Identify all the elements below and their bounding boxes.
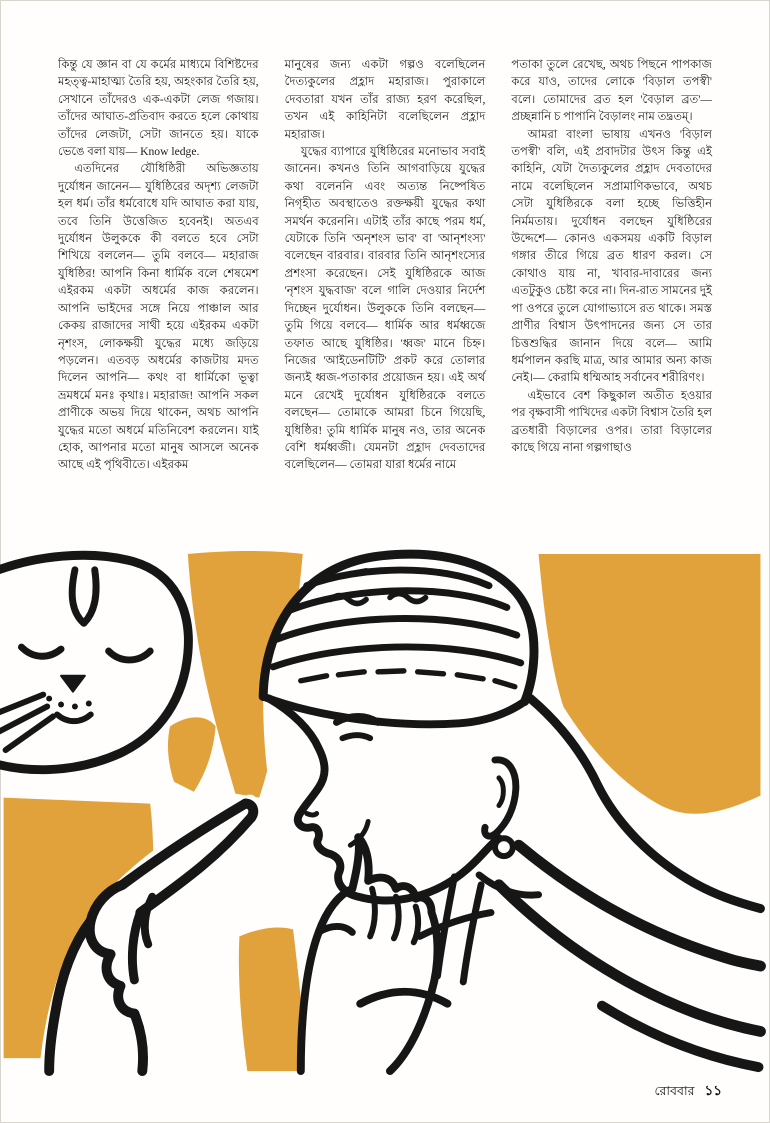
text-column-2 [285, 56, 486, 548]
paragraph: যুদ্ধের ব্যাপারে যুধিষ্ঠিরের মনোভাব সবাই জানেন। কখনও তিনি আগবাড়িয়ে যুদ্ধের কথা বলেননি এবং অত্যন্ত নিষ্পেষিত নিগৃহীত অবস্থাতেও রক্তক্ষয়ী যুদ্ধের কথা সমর্থন করেননি। এটাই তাঁর কাছে পরম ধর্ম, যেটাকে তিনি 'অনৃশংস ভাব' বা 'আনৃশংস্য' বলেছেন বারবার। বারবার তিনি আনৃশংস্যের প্রশংসা করেছেন। সেই যুধিষ্ঠিরকে আজ 'নৃশংস যুদ্ধবাজ' বলে গালি দেওয়ার নির্দেশ দিচ্ছেন দুর্যোধন। উলুককে তিনি বলছেন— তুমি গিয়ে বলবে— ধার্মিক আর ধর্মধ্বজে তফাত আছে যুধিষ্ঠির। 'ধ্বজ' মানে চিহ্ন। নিজের 'আইডেনটিটি' প্রকট করে তোলার জন্যই ধ্বজ-পতাকার প্রয়োজন হয়। এই অর্থ মনে রেখেই দুর্যোধন যুধিষ্ঠিরকে বলতে বলছেন— তোমাকে আমরা চিনে গিয়েছি, যুধিষ্ঠির! তুমি ধার্মিক মানুষ নও, তার অনেক বেশি ধর্মধ্বজী। যেমনটা প্রহ্লাদ দেবতাদের বলেছিলেন— তোমরা যারা ধর্মের নামে [284, 145, 486, 472]
article-columns [58, 56, 712, 548]
paragraph: মানুষের জন্য একটা গল্পও বলেছিলেন দৈত্যকুলের প্রহ্লাদ মহারাজ। পুরাকালে দেবতারা যখন তাঁর রাজ্য হরণ করেছিল, তখন এই কাহিনিটা বলেছিলেন প্রহ্লাদ মহারাজ। [284, 58, 486, 141]
paragraph: এতদিনের যৌধিষ্ঠিরী অভিজ্ঞতায় দুর্যোধন জানেন— যুধিষ্ঠিরের অদৃশ্য লেজটা হল ধর্ম। তাঁর ধর্মবোধে যদি আঘাত করা যায়, তবে তিনি উত্তেজিত হবেনই। অতএব দুর্যোধন উলুককে কী বলতে হবে সেটা শিখিয়ে বললেন— তুমি বলবে— মহারাজ যুধিষ্ঠির! আপনি কিনা ধার্মিক বলে শেষমেশ এইরকম একটা অধর্মের কাজ করলেন। আপনি ভাইদের সঙ্গে নিয়ে পাঞ্চাল আর কেকয় রাজাদের সাথী হয়ে এইরকম একটা নৃশংস, লোকক্ষয়ী যুদ্ধের মধ্যে জড়িয়ে পড়লেন। এতবড় অধর্মের কাজটায় মদত দিলেন আপনি— কথং বা ধার্মিকো ভূত্বা ভ্রমধর্মে মনঃ কৃথাঃ। মহারাজ! আপনি সকল প্রাণীকে অভয় দিয়ে থাকেন, অথচ আপনি যুদ্ধের মতো অধর্মে মতিনিবেশ করলেন। যাই হোক, আপনার মতো মানুষ আসলে অনেক আছে এই পৃথিবীতে। এইরকম [58, 162, 259, 472]
eye [342, 735, 370, 738]
paragraph: আমরা বাংলা ভাষায় এখনও 'বিড়াল তপস্বী' বলি, এই প্রবাদটার উৎস কিন্তু এই কাহিনি, যেটা দৈত্যকুলের প্রহ্লাদ দেবতাদের নামে বলেছিলেন সপ্রামাণিকভাবে, অথচ সেটা যুধিষ্ঠিরকে বলা হচ্ছে ভিত্তিহীন নির্মমতায়। দুর্যোধন বলছেন যুধিষ্ঠিরের উদ্দেশে— কোনও একসময় একটি বিড়াল গঙ্গার তীরে গিয়ে ব্রত ধারণ করল। সে কোথাও যায় না, খাবার-দাবারের জন্য এতটুকুও চেষ্টা করে না। দিন-রাত সামনের দুই পা ওপরে তুলে যোগাভ্যাসে রত থাকে। সমস্ত প্রাণীর বিশ্বাস উৎপাদনের জন্য সে তার চিত্তশুদ্ধির জানান দিয়ে বলে— আমি ধর্মপালন করছি মাত্র, আর আমার অন্য কাজ নেই।— কেরামি ধম্মিআহ সর্বানেব শরীরিণং। [511, 127, 713, 385]
page-number: ১১ [704, 1083, 722, 1098]
paragraph: কিন্তু যে জ্ঞান বা যে কর্মের মাধ্যমে বিশিষ্টদের মহত্ত্ব-মাহাত্ম্য তৈরি হয়, অহংকার তৈরি হয়, সেখানে তাঁদেরও এক-একটা লেজ গজায়। তাঁদের আঘাত-প্রতিবাদ করতে হলে কোথায় তাঁদের লেজটা, সেটা জানতে হয়। যাকে ভেঙে বলা যায়— Know ledge. [58, 58, 259, 159]
text-column-1 [58, 56, 259, 548]
magazine-name: রোববার [654, 1084, 695, 1098]
page-footer [654, 1080, 722, 1103]
illustration [0, 548, 770, 1078]
text-column-3 [511, 56, 712, 548]
paragraph: এইভাবে বেশ কিছুকাল অতীত হওয়ার পর বৃক্ষবাসী পাখিদের একটা বিশ্বাস তৈরি হল ব্রতধারী বিড়ালের ওপর। তারা বিড়ালের কাছে গিয়ে নানা গল্পগাছাও [511, 388, 713, 454]
nostril [307, 813, 317, 814]
paragraph: পতাকা তুলে রেখেছ, অথচ পিছনে পাপকাজ করে যাও, তাদের লোকে 'বিড়াল তপস্বী' বলে। তোমাদের ব্রত হল 'বৈড়াল ব্রত'— প্রচ্ছন্নানি চ পাপানি বৈড়ালং নাম তদ্ব্রতম্। [511, 58, 713, 124]
